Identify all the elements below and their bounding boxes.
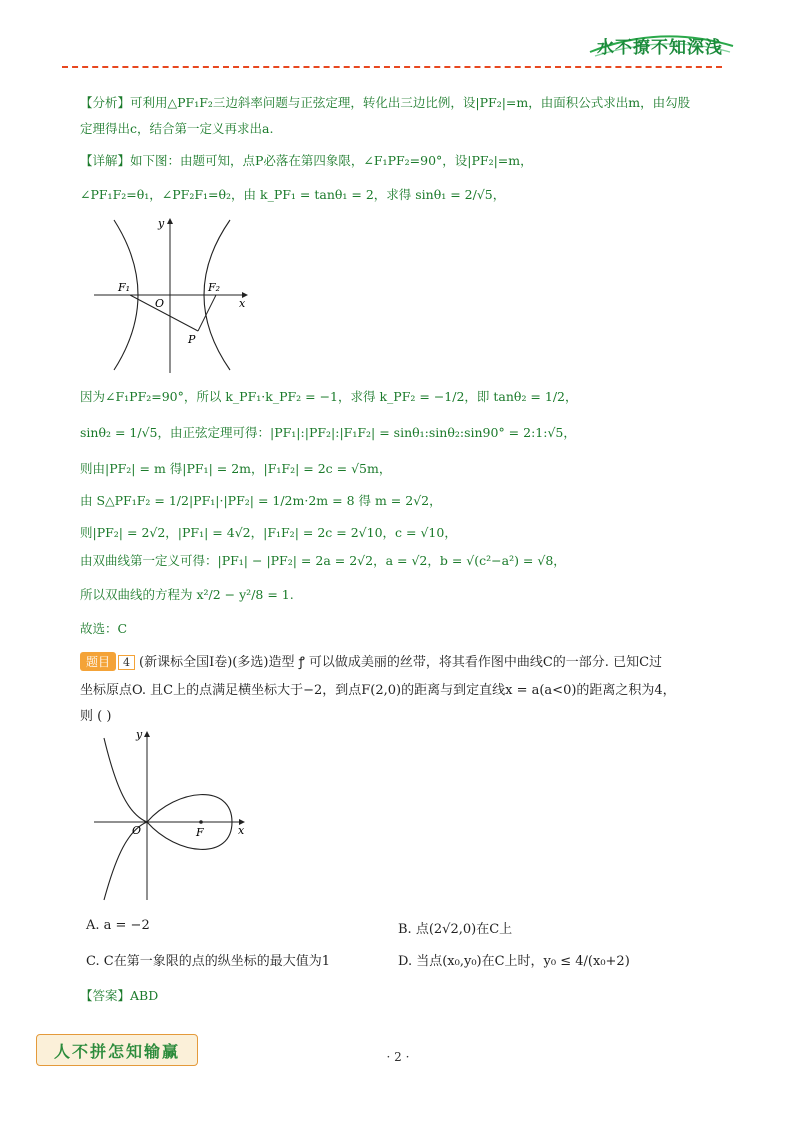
header-divider <box>62 66 722 68</box>
hyperbola-figure <box>92 215 257 375</box>
solution-line-3: 则由|PF₂| = m 得|PF₁| = 2m，|F₁F₂| = 2c = √5m， <box>80 461 392 476</box>
problem-tag-label: 题目 <box>80 652 116 671</box>
detail-line-2: ∠PF₁F₂=θ₁，∠PF₂F₁=θ₂，由 k_PF₁ = tanθ₁ = 2，求得 sinθ₁ = 2/√5， <box>80 187 506 202</box>
solution-line-8: 故选：C <box>80 621 128 636</box>
fig1-f2-label: F₂ <box>208 281 221 294</box>
curve-c-figure <box>92 728 252 903</box>
solution-line-2: sinθ₂ = 1/√5，由正弦定理可得：|PF₁|:|PF₂|:|F₁F₂| = sinθ₁:sinθ₂:sin90° = 2:1:√5， <box>80 425 576 440</box>
problem-line-2: 坐标原点O. 且C上的点满足横坐标大于−2，到点F(2,0)的距离与到定直线x = a(a<0)的距离之积为4， <box>80 683 676 698</box>
segment-pf2 <box>198 295 216 331</box>
detail-line-1: 【详解】如下图：由题可知，点P必落在第四象限，∠F₁PF₂=90°，设|PF₂|=m， <box>80 153 533 168</box>
problem-tag-number: 4 <box>118 655 135 670</box>
problem-line-1 <box>80 651 662 671</box>
fig1-x-label: x <box>239 297 246 310</box>
fig1-f1-label: F₁ <box>118 281 131 294</box>
solution-line-6: 由双曲线第一定义可得：|PF₁| − |PF₂| = 2a = 2√2，a = √2，b = √(c²−a²) = √8， <box>80 553 566 568</box>
option-a: A. a = −2 <box>86 918 150 933</box>
fig2-x-label: x <box>238 824 245 837</box>
problem-text-1: (新课标全国Ⅰ卷)(多选)造型 ꝭ 可以做成美丽的丝带，将其看作图中曲线C的一部分. 已知C过 <box>139 655 663 670</box>
curve-left-part <box>104 738 147 900</box>
solution-line-4: 由 S△PF₁F₂ = 1/2|PF₁|·|PF₂| = 1/2m·2m = 8 得 m = 2√2， <box>80 493 442 508</box>
page-number: · 2 · <box>386 1050 410 1064</box>
analysis-line-2: 定理得出c，结合第一定义再求出a. <box>80 121 274 136</box>
option-c: C. C在第一象限的点的纵坐标的最大值为1 <box>86 954 330 969</box>
footer-badge: 人不拼怎知输赢 <box>36 1034 198 1066</box>
focus-point <box>199 820 203 824</box>
header-badge <box>585 30 735 60</box>
fig1-p-label: P <box>188 333 196 346</box>
solution-line-1: 因为∠F₁PF₂=90°，所以 k_PF₁·k_PF₂ = −1，求得 k_PF₂ = −1/2，即 tanθ₂ = 1/2， <box>80 389 578 404</box>
header-badge-text: 水不撩不知深浅 <box>597 37 723 58</box>
analysis-line-1: 【分析】可利用△PF₁F₂三边斜率问题与正弦定理，转化出三边比例，设|PF₂|=m，由面积公式求出m，由勾股 <box>80 95 691 110</box>
solution-line-5: 则|PF₂| = 2√2，|PF₁| = 4√2，|F₁F₂| = 2c = 2√10，c = √10， <box>80 525 457 540</box>
solution-line-7: 所以双曲线的方程为 x²/2 − y²/8 = 1. <box>80 587 294 602</box>
fig2-f-label: F <box>196 826 204 839</box>
fig2-origin-label: O <box>132 824 142 837</box>
fig1-y-label: y <box>158 217 165 230</box>
problem-line-3: 则 ( ) <box>80 709 112 724</box>
option-b: B. 点(2√2,0)在C上 <box>398 922 513 937</box>
fig2-y-label: y <box>136 728 143 741</box>
answer-line: 【答案】ABD <box>80 988 159 1003</box>
option-d: D. 当点(x₀,y₀)在C上时，y₀ ≤ 4/(x₀+2) <box>398 954 630 969</box>
fig1-origin-label: O <box>155 297 165 310</box>
